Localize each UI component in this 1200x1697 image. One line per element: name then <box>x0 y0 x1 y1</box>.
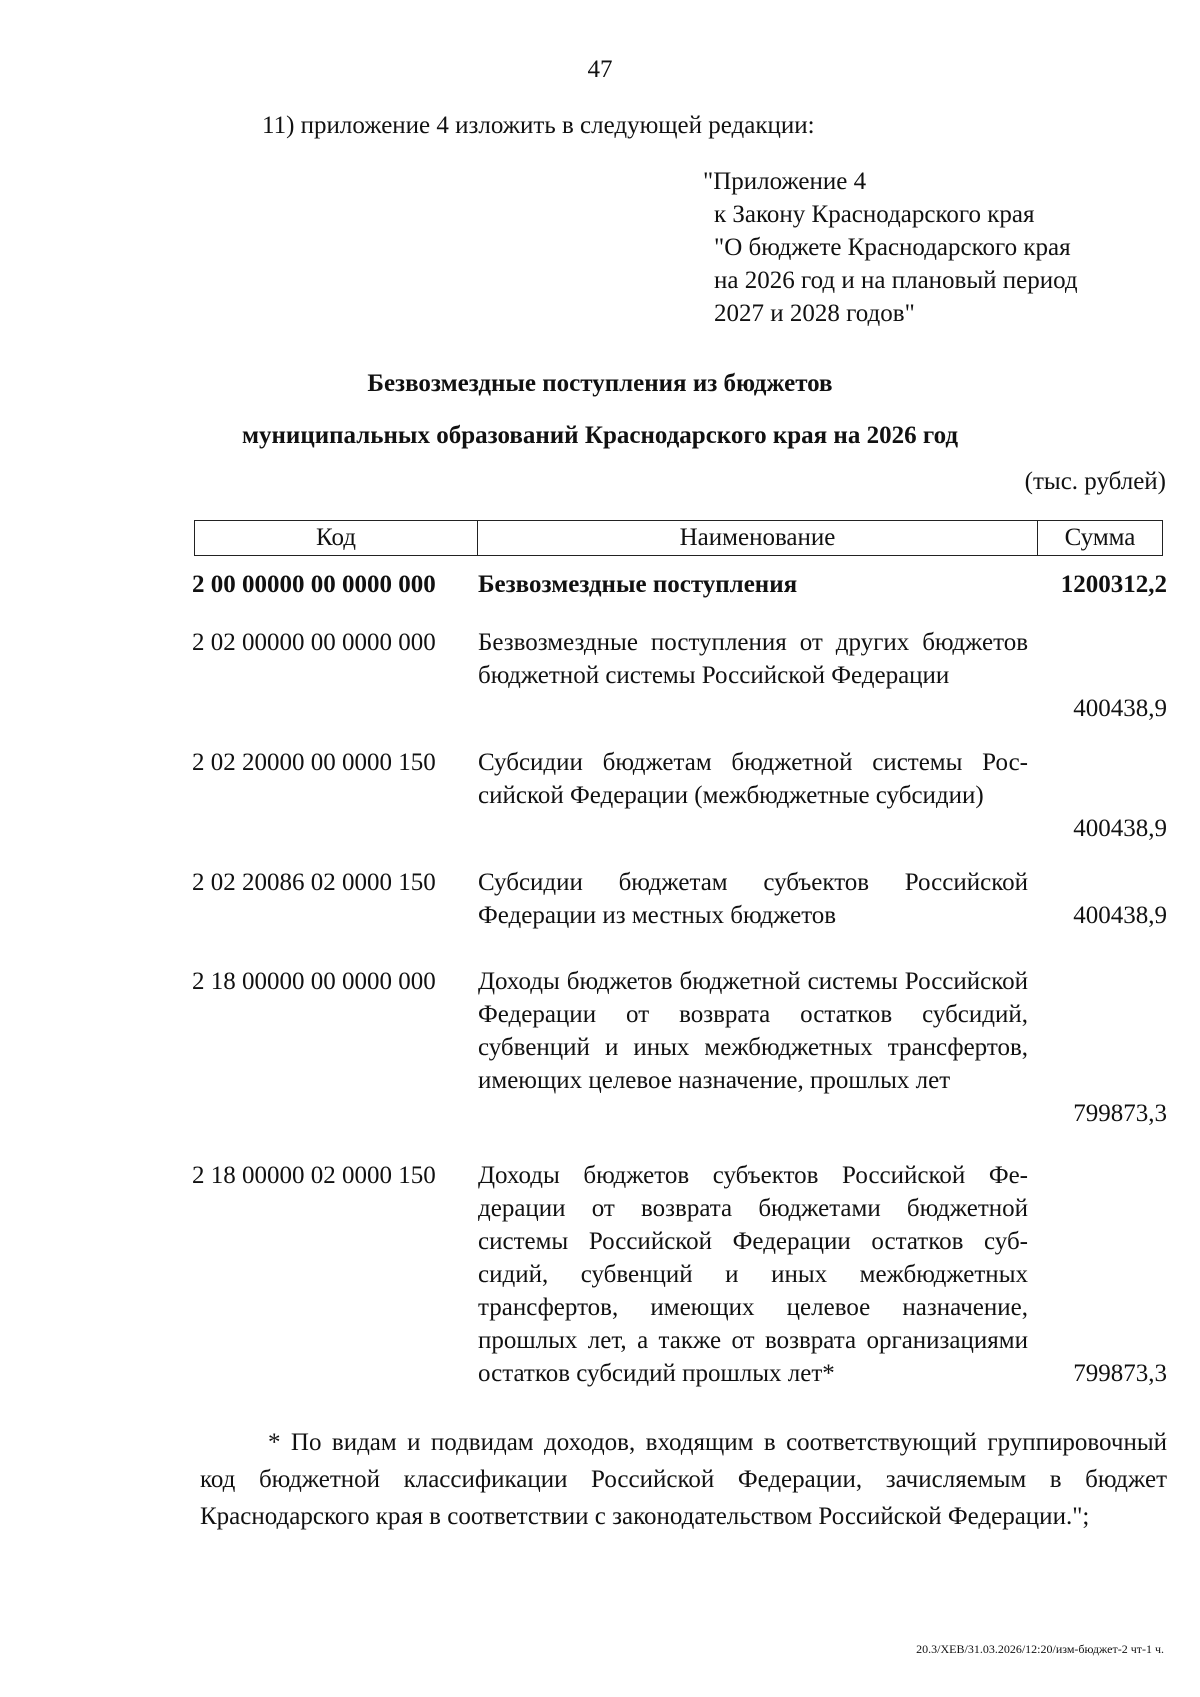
row-sum: 799873,3 <box>1073 1100 1167 1127</box>
document-title-line-2: муниципальных образований Краснодарского края на 2026 год <box>242 422 958 449</box>
table-row <box>192 568 1167 601</box>
row-code: 2 18 00000 00 0000 000 <box>192 968 436 995</box>
appendix-reference <box>703 165 1078 330</box>
appendix-line: к Закону Краснодарского края <box>714 201 1035 228</box>
table-row <box>192 746 1167 845</box>
page-number: 47 <box>587 56 613 83</box>
appendix-line: "О бюджете Краснодарского края <box>714 234 1071 261</box>
table-row <box>192 965 1167 1130</box>
row-name: Субсидии бюджетам бюджетной системы Российской Федерации (межбюджетные субсидии) <box>478 749 1028 809</box>
row-name: Доходы бюджетов бюджетной системы Российской Федерации от возврата остатков субсидий, субвенций и иных межбюджетных трансфертов, имеющих целевое назначение, прошлых лет <box>478 968 1028 1094</box>
row-sum: 400438,9 <box>1073 695 1167 722</box>
row-name: Доходы бюджетов субъектов Российской Федерации от возврата бюджетами бюджетной системы Российской Федерации остатков субсидий, субвенций и иных межбюджетных трансфертов, имеющих целевое назначение, прошлых лет, а также от возврата организациями остатков субсидий прошлых лет* <box>478 1162 1028 1387</box>
row-code: 2 02 00000 00 0000 000 <box>192 629 436 656</box>
header-code: Код <box>195 521 478 555</box>
row-sum: 400438,9 <box>1073 902 1167 929</box>
table-row <box>192 1159 1167 1390</box>
row-sum: 400438,9 <box>1073 815 1167 842</box>
document-title-line-1: Безвозмездные поступления из бюджетов <box>367 370 833 397</box>
table-row <box>192 626 1167 725</box>
appendix-line: "Приложение 4 <box>703 168 867 195</box>
header-name: Наименование <box>478 521 1038 555</box>
row-name: Безвозмездные поступления <box>478 571 798 598</box>
amendment-instruction: 11) приложение 4 изложить в следующей редакции: <box>262 112 815 139</box>
row-sum: 1200312,2 <box>1060 571 1167 598</box>
row-code: 2 00 00000 00 0000 000 <box>192 571 436 598</box>
row-code: 2 18 00000 02 0000 150 <box>192 1162 436 1189</box>
row-name: Субсидии бюджетам субъектов Российской Федерации из местных бюджетов <box>478 869 1028 929</box>
row-code: 2 02 20086 02 0000 150 <box>192 869 436 896</box>
appendix-line: 2027 и 2028 годов" <box>714 300 915 327</box>
footnote: * По видам и подвидам доходов, входящим в соответствующий группировочный код бюджетной классификации Российской Федерации, зачисляемым в бюджет Краснодарского края в соответствии с законодательством Российской Федерации."; <box>200 1429 1167 1530</box>
row-sum: 799873,3 <box>1073 1360 1167 1387</box>
appendix-line: на 2026 год и на плановый период <box>714 267 1078 294</box>
table-row <box>192 866 1167 932</box>
document-stamp: 20.3/ХЕВ/31.03.2026/12:20/изм-бюджет-2 чт-1 ч. <box>916 1642 1164 1656</box>
units-label: (тыс. рублей) <box>1024 468 1166 495</box>
row-name: Безвозмездные поступления от других бюджетов бюджетной системы Российской Федерации <box>478 629 1028 689</box>
table-header <box>194 520 1163 556</box>
header-sum: Сумма <box>1064 524 1136 551</box>
row-code: 2 02 20000 00 0000 150 <box>192 749 436 776</box>
